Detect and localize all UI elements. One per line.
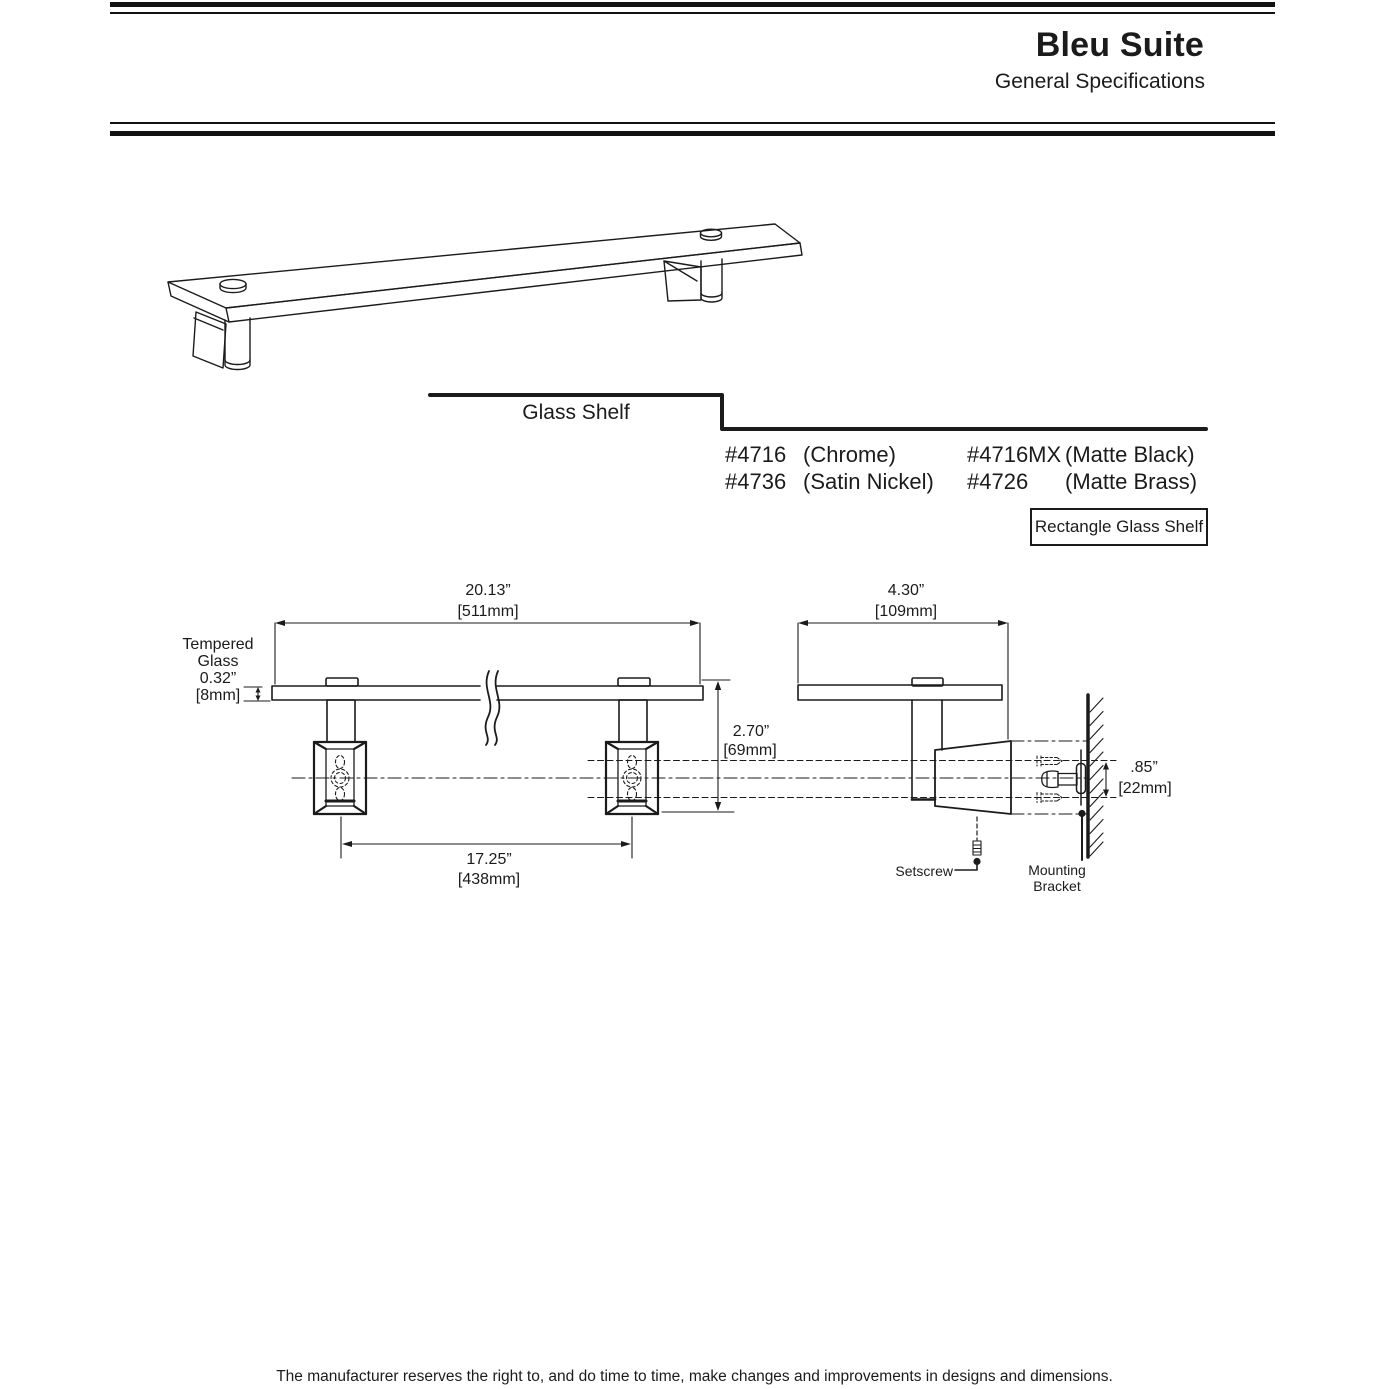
variant-code: #4716 bbox=[725, 442, 787, 467]
variant-finish: (Matte Brass) bbox=[1065, 469, 1198, 494]
iso-left-bracket-edge bbox=[194, 318, 223, 330]
front-right-cap bbox=[618, 678, 650, 686]
variant-row bbox=[725, 468, 934, 495]
bracket-dimension-in: .85” bbox=[1130, 759, 1158, 776]
variant-finish: (Chrome) bbox=[803, 442, 896, 467]
mounting-bracket-label bbox=[1015, 862, 1099, 894]
product-type-label: Rectangle Glass Shelf bbox=[1034, 517, 1204, 536]
variant-finish: (Satin Nickel) bbox=[803, 469, 934, 494]
iso-left-post bbox=[225, 318, 250, 370]
setscrew-callout-leader bbox=[955, 817, 981, 870]
spacing-dimension-in: 17.25” bbox=[466, 851, 512, 868]
glass-note-line2: Glass bbox=[197, 653, 239, 670]
page-title: Bleu Suite bbox=[1035, 26, 1204, 64]
dimension-depth bbox=[798, 620, 1008, 739]
side-view bbox=[798, 678, 1103, 857]
variant-row bbox=[967, 468, 1197, 495]
page-subtitle: General Specifications bbox=[994, 70, 1205, 93]
variant-list-right bbox=[967, 441, 1197, 495]
spacing-dimension-mm: [438mm] bbox=[457, 871, 521, 888]
glass-thickness-in: 0.32” bbox=[199, 670, 237, 687]
iso-left-screw-cap bbox=[220, 279, 246, 288]
variant-code: #4716MX bbox=[967, 442, 1062, 467]
iso-shelf-front-face bbox=[226, 243, 802, 322]
wall-hatching bbox=[1090, 698, 1103, 856]
mounting-bolt bbox=[1042, 771, 1077, 788]
height-dimension-mm: [69mm] bbox=[723, 742, 777, 759]
depth-dimension-in: 4.30” bbox=[887, 582, 925, 599]
variant-code: #4736 bbox=[725, 469, 787, 494]
width-dimension-in: 20.13” bbox=[465, 582, 511, 599]
front-right-post bbox=[619, 700, 647, 742]
product-type-box bbox=[1030, 508, 1208, 546]
front-view bbox=[272, 671, 703, 814]
variant-finish: (Matte Black) bbox=[1065, 442, 1195, 467]
variant-list-left bbox=[725, 441, 934, 495]
glass-thickness-mm: [8mm] bbox=[195, 687, 241, 704]
disclaimer-text: The manufacturer reserves the right to, and do time to time, make changes and improvements in designs and dimensions. bbox=[276, 1368, 1113, 1385]
glass-note-line1: Tempered bbox=[182, 636, 254, 653]
bracket-dimension-mm: [22mm] bbox=[1118, 780, 1172, 797]
iso-left-bracket bbox=[193, 312, 226, 368]
iso-right-post-ring bbox=[701, 293, 722, 297]
iso-left-post-ring bbox=[225, 360, 250, 365]
mounting-bracket-label-line1: Mounting bbox=[1028, 862, 1086, 878]
depth-dimension-mm: [109mm] bbox=[874, 603, 938, 620]
section-title: Glass Shelf bbox=[522, 401, 630, 424]
variant-code: #4726 bbox=[967, 469, 1029, 494]
height-dimension-in: 2.70” bbox=[732, 723, 770, 740]
isometric-product-view bbox=[168, 224, 802, 370]
mounting-bracket-callout-leader bbox=[1078, 810, 1085, 860]
front-left-post bbox=[327, 700, 355, 742]
front-left-cap bbox=[326, 678, 358, 686]
mounting-bracket-label-line2: Bracket bbox=[1033, 878, 1081, 894]
width-dimension-mm: [511mm] bbox=[457, 603, 519, 620]
variant-row bbox=[725, 441, 934, 468]
setscrew-label: Setscrew bbox=[895, 863, 953, 879]
glass-thickness-note bbox=[172, 636, 264, 704]
break-mark-left bbox=[486, 671, 491, 745]
side-glass bbox=[798, 685, 1002, 700]
break-mark-right bbox=[495, 671, 500, 745]
variant-row bbox=[967, 441, 1197, 468]
